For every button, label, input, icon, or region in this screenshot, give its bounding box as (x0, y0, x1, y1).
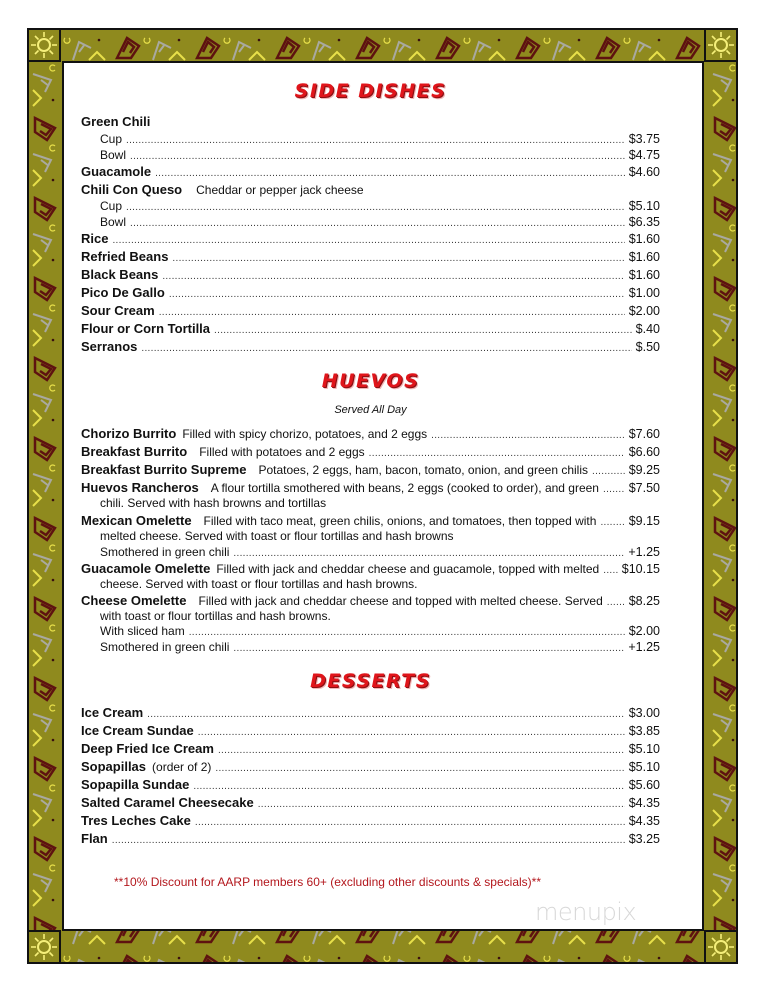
leader-dots (600, 514, 624, 532)
item-name: Cup (100, 132, 123, 146)
sun-icon (27, 930, 61, 964)
menu-item (81, 704, 660, 722)
item-description: Potatoes, 2 eggs, ham, bacon, tomato, onion, and green chilis (258, 463, 588, 477)
leader-dots (141, 340, 631, 358)
sun-icon (27, 28, 61, 62)
item-price: $3.25 (628, 832, 660, 846)
menu-item (81, 443, 660, 461)
discount-note: **10% Discount for AARP members 60+ (excluding other discounts & specials)** (114, 875, 541, 889)
item-price: $10.15 (621, 562, 660, 576)
item-name: Cup (100, 199, 123, 213)
item-price: $.40 (635, 322, 660, 336)
item-name: Sour Cream (81, 303, 155, 318)
item-name: Serranos (81, 339, 138, 354)
leader-dots (603, 481, 625, 499)
item-price: $6.60 (628, 445, 660, 459)
item-description: Filled with spicy chorizo, potatoes, and 2 eggs (182, 427, 428, 441)
menu-item (81, 302, 660, 320)
item-name: Mexican Omelette (81, 513, 192, 528)
menu-item (100, 543, 660, 561)
leader-dots (603, 562, 618, 580)
menu-item (81, 812, 660, 830)
item-price: $4.35 (628, 814, 660, 828)
menu-item (100, 213, 660, 231)
item-price: $1.60 (628, 232, 660, 246)
watermark-logo: menupix (535, 898, 637, 926)
leader-dots (112, 832, 625, 850)
menu-item (81, 248, 660, 266)
item-description: A flour tortilla smothered with beans, 2 eggs (cooked to order), and green (210, 481, 599, 495)
item-price: $.50 (635, 340, 660, 354)
item-name: Black Beans (81, 267, 159, 282)
leader-dots (607, 594, 625, 612)
item-price: $5.60 (628, 778, 660, 792)
menu-item (81, 830, 660, 848)
menu-item (81, 113, 660, 131)
menu-item (81, 758, 660, 776)
item-name: Bowl (100, 148, 127, 162)
section-subtitle: Served All Day (334, 404, 407, 416)
item-name: Smothered in green chili (100, 640, 230, 654)
item-price: $3.85 (628, 724, 660, 738)
item-price: $7.60 (628, 427, 660, 441)
menu-item (81, 338, 660, 356)
item-description: Cheddar or pepper jack cheese (196, 183, 364, 197)
item-price: $1.00 (628, 286, 660, 300)
menu-item (81, 266, 660, 284)
menu-item (81, 776, 660, 794)
item-price: $9.25 (628, 463, 660, 477)
item-name: Green Chili (81, 114, 151, 129)
item-description-continued: chili. Served with hash browns and tortillas (100, 496, 327, 510)
item-price: $1.60 (628, 268, 660, 282)
section-title-huevos: HUEVOS (321, 370, 420, 392)
item-price: $4.75 (628, 148, 660, 162)
section-title-side-dishes: SIDE DISHES (294, 80, 447, 102)
menu-item (81, 479, 660, 497)
item-name: With sliced ham (100, 624, 185, 638)
item-name: Bowl (100, 215, 127, 229)
menu-item (81, 722, 660, 740)
item-price: $3.75 (628, 132, 660, 146)
menu-item (81, 794, 660, 812)
item-price: $2.00 (628, 624, 660, 638)
item-name: Guacamole Omelette (81, 561, 211, 576)
menu-item (100, 146, 660, 164)
item-name: Tres Leches Cake (81, 813, 191, 828)
item-name: Ice Cream Sundae (81, 723, 194, 738)
menu-item (81, 740, 660, 758)
menu-item (81, 320, 660, 338)
item-name: Salted Caramel Cheesecake (81, 795, 254, 810)
item-description-continued: melted cheese. Served with toast or flour tortillas and hash browns (100, 529, 454, 543)
section-title-desserts: DESSERTS (310, 670, 431, 692)
item-name: Chili Con Queso (81, 182, 183, 197)
menu-item (81, 512, 660, 530)
item-price: $4.60 (628, 165, 660, 179)
menu-item (81, 284, 660, 302)
item-name: Flan (81, 831, 108, 846)
item-price: $5.10 (628, 760, 660, 774)
item-name: Ice Cream (81, 705, 144, 720)
item-name: Flour or Corn Tortilla (81, 321, 211, 336)
item-price: $5.10 (628, 199, 660, 213)
item-name: Guacamole (81, 164, 152, 179)
item-price: +1.25 (628, 640, 660, 654)
item-name: Pico De Gallo (81, 285, 165, 300)
item-description: Filled with taco meat, green chilis, onions, and tomatoes, then topped with (203, 514, 597, 528)
sun-icon (704, 930, 738, 964)
item-name: Refried Beans (81, 249, 169, 264)
item-name: Deep Fried Ice Cream (81, 741, 214, 756)
item-name: Sopapillas (81, 759, 147, 774)
item-name: Huevos Rancheros (81, 480, 199, 495)
menu-item (81, 163, 660, 181)
item-name: Sopapilla Sundae (81, 777, 190, 792)
item-name: Breakfast Burrito Supreme (81, 462, 247, 477)
sun-icon (704, 28, 738, 62)
menu-item (81, 461, 660, 479)
item-description: Filled with jack and cheddar cheese and guacamole, topped with melted (216, 562, 600, 576)
item-price: $5.10 (628, 742, 660, 756)
item-price: $6.35 (628, 215, 660, 229)
item-description-continued: with toast or flour tortillas and hash browns. (100, 609, 331, 623)
item-price: $9.15 (628, 514, 660, 528)
item-price: $8.25 (628, 594, 660, 608)
item-price: $7.50 (628, 481, 660, 495)
menu-item (100, 638, 660, 656)
menu-item (81, 560, 660, 578)
item-description-continued: cheese. Served with toast or flour tortillas and hash browns. (100, 577, 418, 591)
item-name: Breakfast Burrito (81, 444, 188, 459)
item-price: $3.00 (628, 706, 660, 720)
item-name: Rice (81, 231, 109, 246)
menu-item (81, 592, 660, 610)
item-name: Chorizo Burrito (81, 426, 177, 441)
item-name: Smothered in green chili (100, 545, 230, 559)
leader-dots (233, 640, 624, 658)
item-price: +1.25 (628, 545, 660, 559)
item-price: $1.60 (628, 250, 660, 264)
item-description: Filled with potatoes and 2 eggs (199, 445, 365, 459)
item-price: $4.35 (628, 796, 660, 810)
item-description: (order of 2) (152, 760, 212, 774)
item-description: Filled with jack and cheddar cheese and topped with melted cheese. Served (198, 594, 603, 608)
menu-item (81, 230, 660, 248)
menu-item (81, 425, 660, 443)
item-name: Cheese Omelette (81, 593, 187, 608)
item-price: $2.00 (628, 304, 660, 318)
